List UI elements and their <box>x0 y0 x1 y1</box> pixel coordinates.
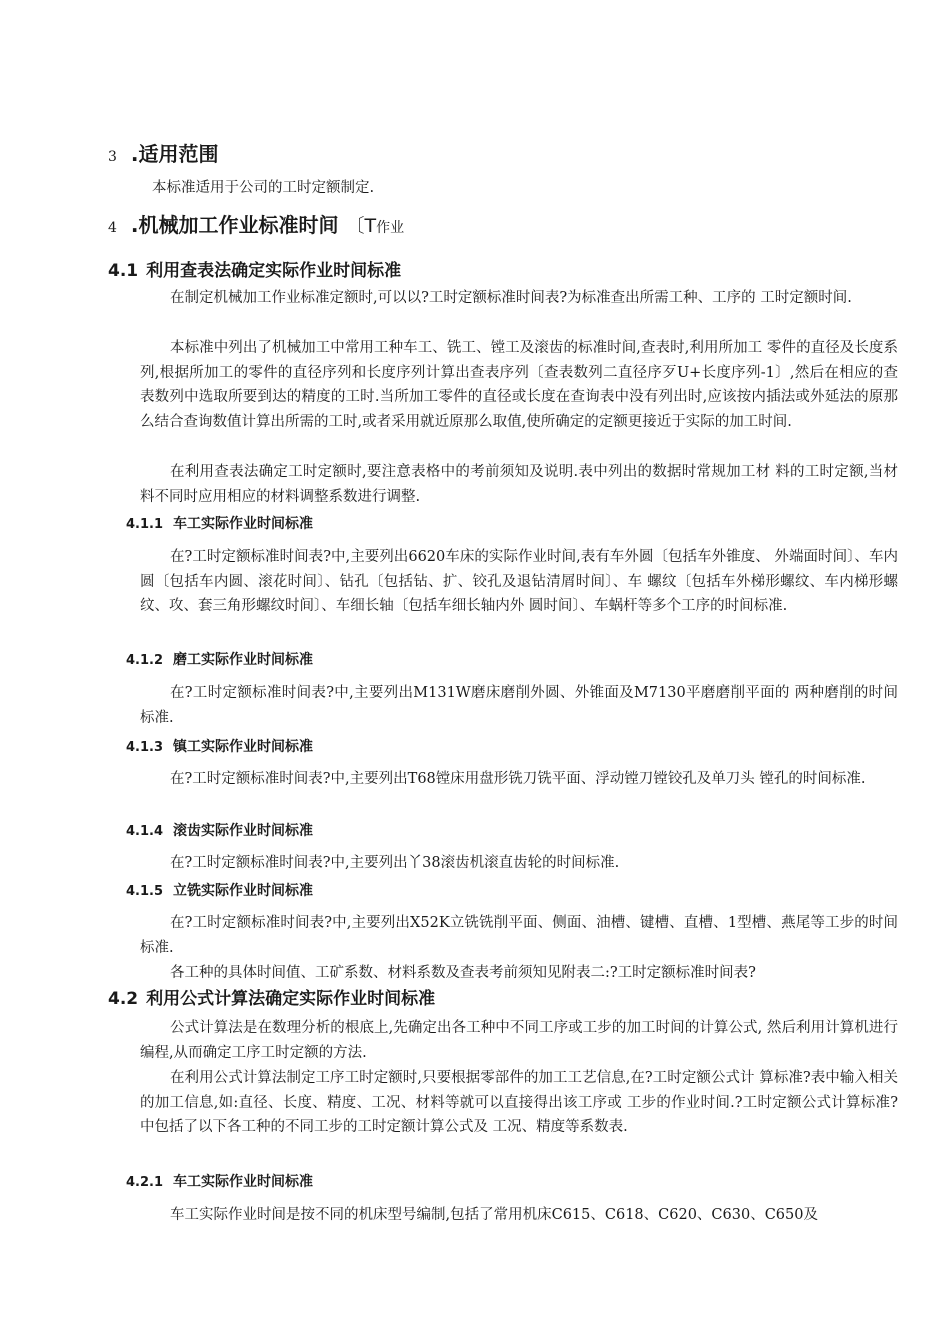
heading-title: 利用查表法确定实际作业时间标准 <box>146 261 402 281</box>
heading-number: 4.1.4 <box>126 824 164 839</box>
heading-number: 4.1.3 <box>126 740 164 755</box>
paragraph: 本标准中列出了机械加工中常用工种车工、铣工、镗工及滚齿的标准时间,查表时,利用所加工 零件的直径及长度系列,根据所加工的零件的直径序列和长度序列计算出查表序列〔查表数列二直径序歹U+长度序列-1〕,然后在相应的查表数列中选取所要到达的精度的工时.当所加工零件的直径或长度在查询表中没有列出时,应该按内插法或外延法的原那么结合查询数值计算出所需的工时,或者采用就近原那么取值,使所确定的定额更接近于实际的加工时间. <box>140 340 898 430</box>
heading-section-4-2 <box>108 988 435 1010</box>
heading-section-4-1 <box>108 260 401 282</box>
paragraph: 在利用查表法确定工时定额时,要注意表格中的考前须知及说明.表中列出的数据时常规加工材 料的工时定额,当材料不同时应用相应的材料调整系数进行调整. <box>140 464 898 505</box>
heading-number: 4.2 <box>108 989 139 1009</box>
paragraph: 在?工时定额标准时间表?中,主要列出6620车床的实际作业时间,表有车外圆〔包括车外锥度、 外端面时间〕、车内圆〔包括车内圆、滚花时间〕、钻孔〔包括钻、扩、铰孔及退钻清屑时间〕、车 螺纹〔包括车外梯形螺纹、车内梯形螺纹、攻、套三角形螺纹时间〕、车细长轴〔包括车细长轴内外 圆时间〕、车蜗杆等多个工序的时间标准. <box>140 549 898 614</box>
heading-title: .机械加工作业标准时间 <box>130 213 339 237</box>
paragraph: 本标准适用于公司的工时定额制定. <box>152 180 375 196</box>
heading-tail: 〔T <box>345 215 377 237</box>
paragraph: 车工实际作业时间是按不同的机床型号编制,包括了常用机床C615、C618、C620、C630、C650及 <box>170 1207 818 1223</box>
heading-number: 4.1 <box>108 261 139 281</box>
heading-tail-small: 作业 <box>376 220 405 236</box>
heading-section-4-1-2 <box>126 650 313 671</box>
paragraph: 在?工时定额标准时间表?中,主要列出X52K立铣铣削平面、侧面、油槽、键槽、直槽、1型槽、燕尾等工步的时间标准. <box>140 915 898 956</box>
heading-number: 4.1.5 <box>126 884 164 899</box>
heading-number: 4.1.2 <box>126 653 164 668</box>
paragraph: 在利用公式计算法制定工序工时定额时,只要根据零部件的加工工艺信息,在?工时定额公式计 算标准?表中输入相关的加工信息,如:直径、长度、精度、工况、材料等就可以直接得出该工序或 工步的作业时间.?工时定额公式计算标准?中包括了以下各工种的不同工步的工时定额计算公式及 工况、精度等系数表. <box>140 1070 898 1135</box>
heading-number: 4.2.1 <box>126 1175 164 1190</box>
paragraph: 在?工时定额标准时间表?中,主要列出丫38滚齿机滚直齿轮的时间标准. <box>170 855 620 871</box>
paragraph: 在?工时定额标准时间表?中,主要列出M131W磨床磨削外圆、外锥面及M7130平磨磨削平面的 两种磨削的时间标准. <box>140 685 898 726</box>
heading-section-3 <box>108 142 219 169</box>
heading-title: 利用公式计算法确定实际作业时间标准 <box>146 989 436 1009</box>
heading-section-4-1-1 <box>126 514 313 535</box>
paragraph: 各工种的具体时间值、工矿系数、材料系数及查表考前须知见附表二:?工时定额标准时间表? <box>170 965 756 981</box>
heading-title: 车工实际作业时间标准 <box>173 1174 314 1190</box>
heading-section-4-1-4 <box>126 821 313 842</box>
heading-number: 4 <box>108 220 117 236</box>
heading-number: 4.1.1 <box>126 517 164 532</box>
paragraph: 在制定机械加工作业标准定额时,可以以?工时定额标准时间表?为标准查出所需工种、工序的 工时定额时间. <box>170 290 852 306</box>
heading-number: 3 <box>108 149 117 165</box>
heading-title: 立铣实际作业时间标准 <box>173 883 314 899</box>
heading-title: 滚齿实际作业时间标准 <box>173 823 314 839</box>
paragraph: 公式计算法是在数理分析的根底上,先确定出各工种中不同工序或工步的加工时间的计算公式, 然后利用计算机进行编程,从而确定工序工时定额的方法. <box>140 1020 898 1061</box>
heading-title: 车工实际作业时间标准 <box>173 516 314 532</box>
heading-title: 磨工实际作业时间标准 <box>173 652 314 668</box>
paragraph: 在?工时定额标准时间表?中,主要列出T68镗床用盘形铣刀铣平面、浮动镗刀镗铰孔及单刀头 镗孔的时间标准. <box>170 771 866 787</box>
heading-title: .适用范围 <box>130 142 219 166</box>
heading-section-4 <box>108 213 404 240</box>
heading-section-4-1-3 <box>126 737 313 758</box>
heading-section-4-2-1 <box>126 1172 313 1193</box>
heading-title: 镇工实际作业时间标准 <box>173 739 314 755</box>
heading-section-4-1-5 <box>126 881 313 902</box>
